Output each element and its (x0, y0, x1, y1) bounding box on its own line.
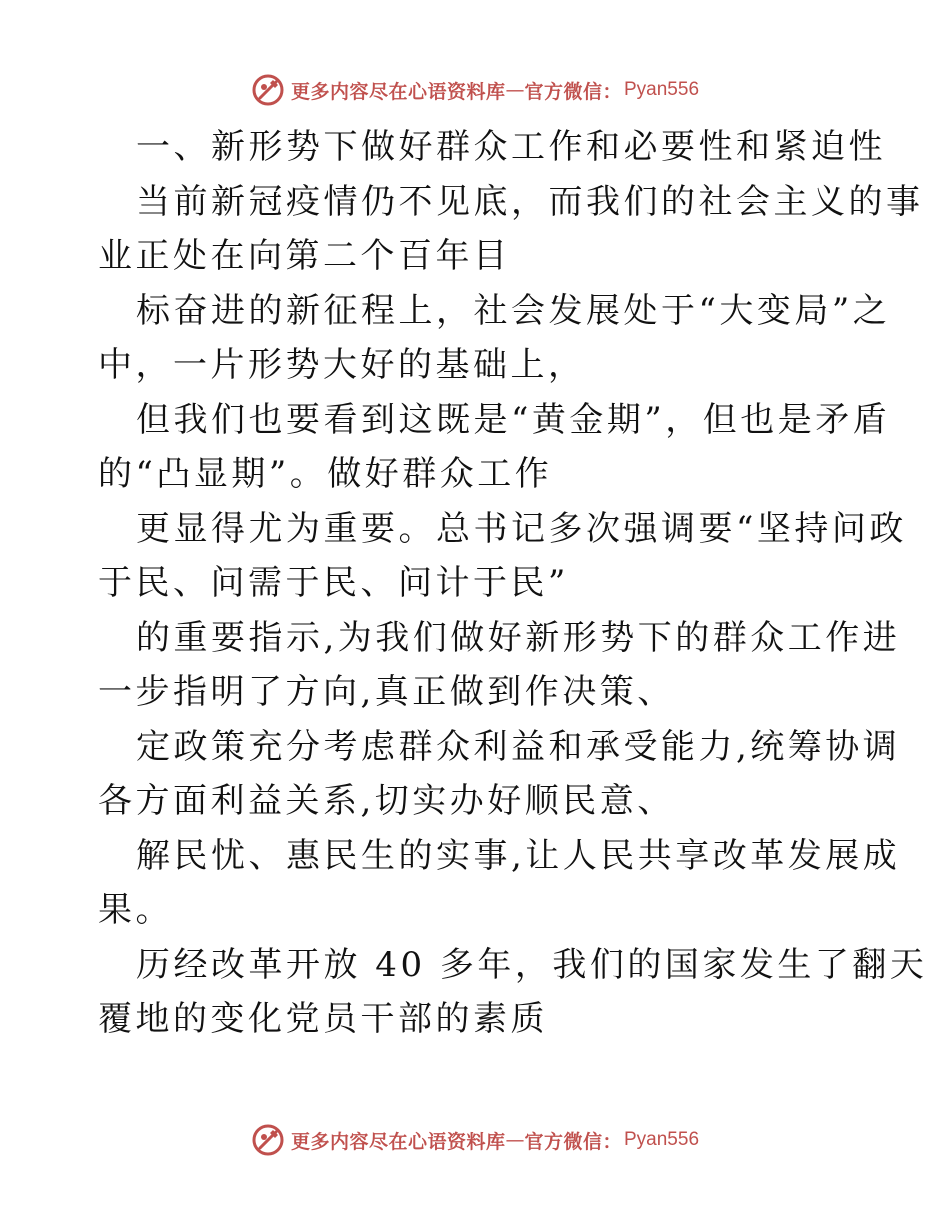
text-line: 中，一片形势大好的基础上， (98, 345, 586, 385)
text-line: 业正处在向第二个百年目 (98, 236, 511, 276)
text-line: 各方面利益关系,切实办好顺民意、 (98, 781, 675, 821)
text-line: 于民、问需于民、问计于民” (98, 563, 569, 603)
brand-logo-icon (251, 73, 285, 107)
text-line: 覆地的变化党员干部的素质 (98, 999, 548, 1039)
document-body (98, 120, 928, 1047)
text-line: 果。 (98, 890, 173, 930)
section-heading: 一、新形势下做好群众工作和必要性和紧迫性 (136, 127, 886, 167)
footer-watermark (0, 1120, 950, 1160)
brand-logo-icon (251, 1123, 285, 1157)
watermark-wechat-id: Pyan556 (624, 79, 700, 100)
text-line: 历经改革开放 40 多年，我们的国家发生了翻天 (136, 944, 928, 985)
watermark-separator: — (505, 1129, 525, 1151)
text-line: 的重要指示,为我们做好新形势下的群众工作进 (136, 617, 901, 658)
watermark-separator: — (505, 79, 525, 101)
text-line: 标奋进的新征程上，社会发展处于“大变局”之 (136, 290, 891, 331)
watermark-wechat-label: 官方微信： (524, 1130, 622, 1153)
text-line: 当前新冠疫情仍不见底，而我们的社会主义的事 (136, 181, 924, 222)
watermark-text: 更多内容尽在心语资料库 (290, 80, 506, 103)
watermark-text: 更多内容尽在心语资料库 (290, 1130, 506, 1153)
header-watermark (0, 70, 950, 110)
text-line: 的“凸显期”。做好群众工作 (98, 454, 553, 494)
text-line: 解民忧、惠民生的实事,让人民共享改革发展成 (136, 835, 901, 876)
watermark-wechat-id: Pyan556 (624, 1129, 700, 1150)
watermark-wechat-label: 官方微信： (524, 80, 622, 103)
text-line: 但我们也要看到这既是“黄金期”，但也是矛盾 (136, 399, 891, 440)
text-line: 定政策充分考虑群众利益和承受能力,统筹协调 (136, 726, 901, 767)
text-line: 更显得尤为重要。总书记多次强调要“坚持问政 (136, 508, 907, 549)
text-line: 一步指明了方向,真正做到作决策、 (98, 672, 675, 712)
